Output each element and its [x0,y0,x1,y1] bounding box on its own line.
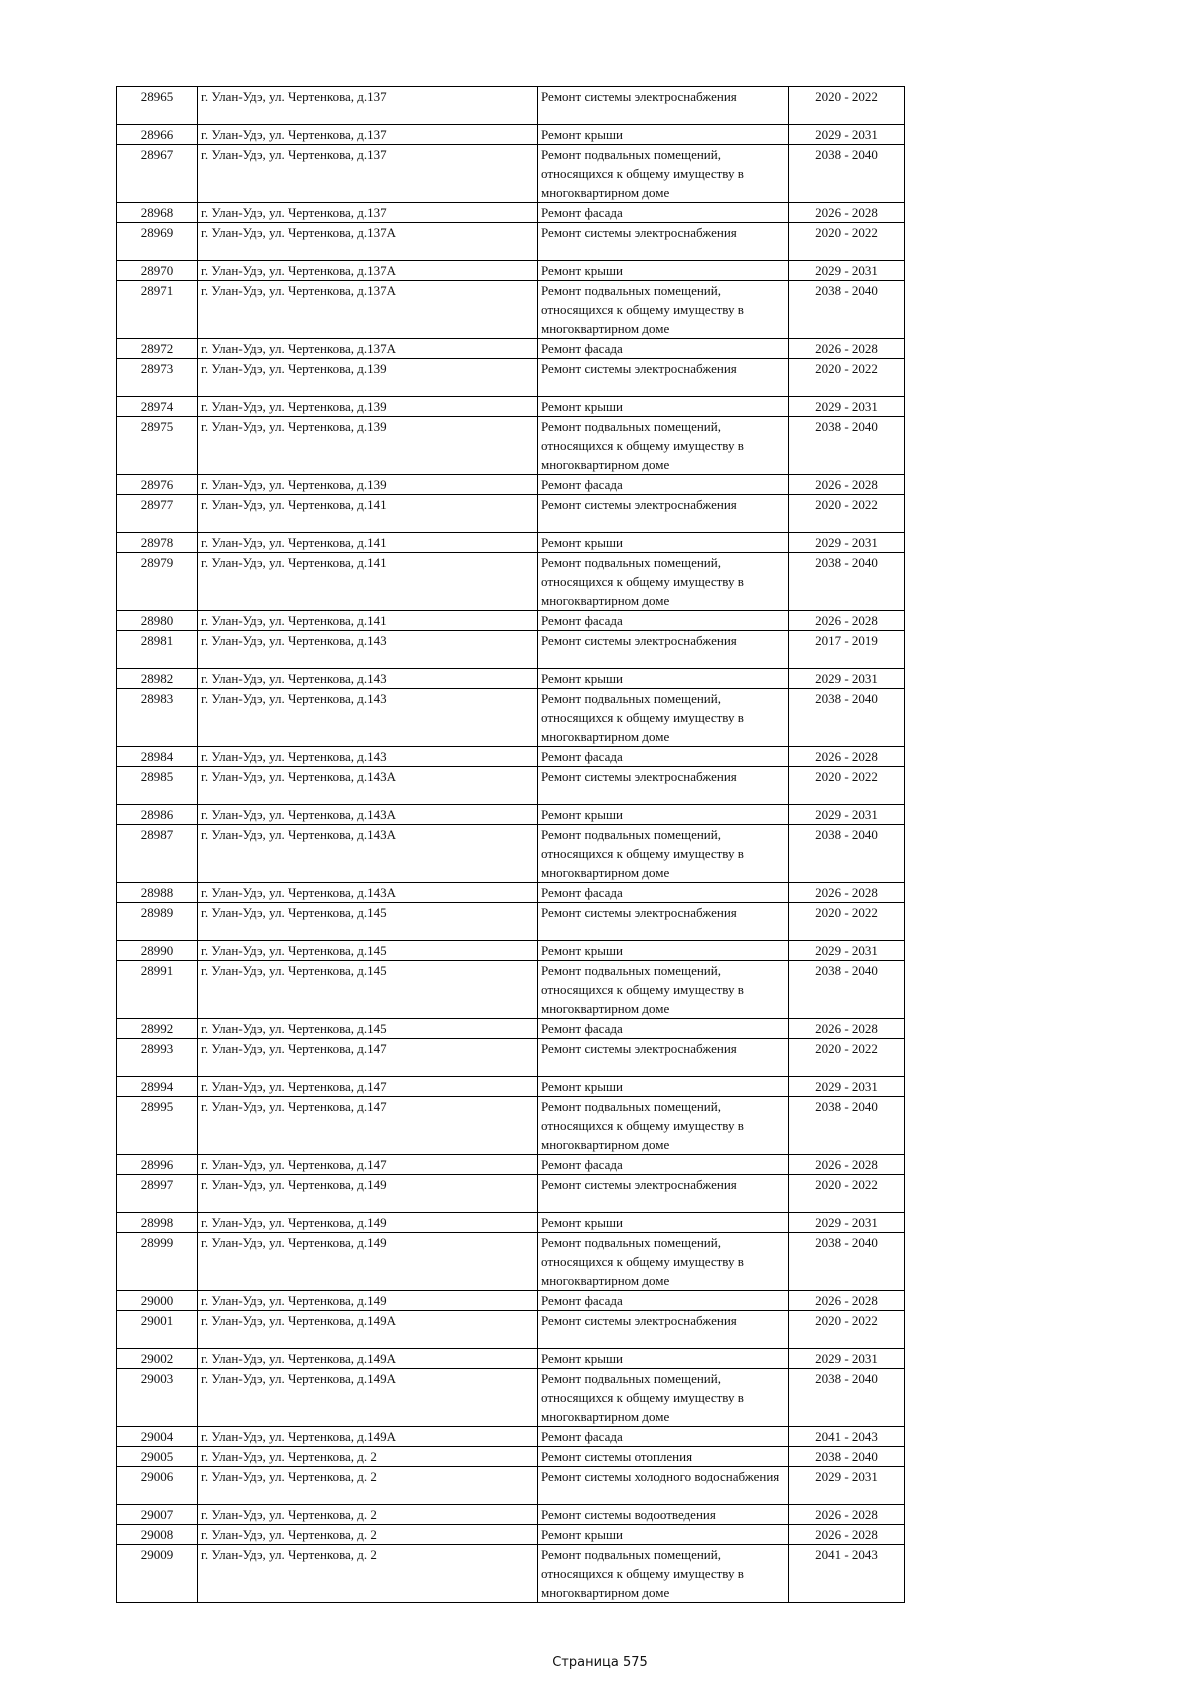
address-cell: г. Улан-Удэ, ул. Чертенкова, д.145 [198,961,538,1019]
page-number: Страница 575 [552,1655,648,1670]
table-row [117,553,905,611]
period-cell: 2020 - 2022 [789,903,905,941]
period-cell: 2029 - 2031 [789,125,905,145]
period-cell: 2029 - 2031 [789,533,905,553]
row-number-cell: 29008 [117,1525,198,1545]
row-number-cell: 28981 [117,631,198,669]
work-type-cell: Ремонт крыши [538,1213,789,1233]
table-row [117,1525,905,1545]
work-type-cell: Ремонт крыши [538,1349,789,1369]
row-number-cell: 29009 [117,1545,198,1603]
table-row [117,1077,905,1097]
work-type-cell: Ремонт крыши [538,261,789,281]
table-row [117,339,905,359]
address-cell: г. Улан-Удэ, ул. Чертенкова, д.147 [198,1097,538,1155]
address-cell: г. Улан-Удэ, ул. Чертенкова, д.141 [198,495,538,533]
address-cell: г. Улан-Удэ, ул. Чертенкова, д.143А [198,883,538,903]
table-row [117,825,905,883]
row-number-cell: 28977 [117,495,198,533]
row-number-cell: 29002 [117,1349,198,1369]
period-cell: 2038 - 2040 [789,825,905,883]
address-cell: г. Улан-Удэ, ул. Чертенкова, д.139 [198,397,538,417]
address-cell: г. Улан-Удэ, ул. Чертенкова, д.149А [198,1349,538,1369]
row-number-cell: 28970 [117,261,198,281]
address-cell: г. Улан-Удэ, ул. Чертенкова, д.137 [198,87,538,125]
address-cell: г. Улан-Удэ, ул. Чертенкова, д.137 [198,125,538,145]
period-cell: 2029 - 2031 [789,1213,905,1233]
row-number-cell: 28971 [117,281,198,339]
work-type-cell: Ремонт системы электроснабжения [538,87,789,125]
address-cell: г. Улан-Удэ, ул. Чертенкова, д.149 [198,1175,538,1213]
period-cell: 2029 - 2031 [789,941,905,961]
address-cell: г. Улан-Удэ, ул. Чертенкова, д.143 [198,747,538,767]
row-number-cell: 28998 [117,1213,198,1233]
work-type-cell: Ремонт системы электроснабжения [538,1311,789,1349]
address-cell: г. Улан-Удэ, ул. Чертенкова, д.143А [198,825,538,883]
period-cell: 2038 - 2040 [789,281,905,339]
row-number-cell: 28973 [117,359,198,397]
work-type-cell: Ремонт системы электроснабжения [538,903,789,941]
address-cell: г. Улан-Удэ, ул. Чертенкова, д.139 [198,475,538,495]
table-row [117,223,905,261]
row-number-cell: 28976 [117,475,198,495]
row-number-cell: 28965 [117,87,198,125]
work-type-cell: Ремонт подвальных помещений, относящихся к общему имуществу в многоквартирном доме [538,145,789,203]
work-type-cell: Ремонт подвальных помещений, относящихся к общему имуществу в многоквартирном доме [538,1233,789,1291]
table-row [117,1291,905,1311]
address-cell: г. Улан-Удэ, ул. Чертенкова, д.147 [198,1077,538,1097]
row-number-cell: 29000 [117,1291,198,1311]
work-type-cell: Ремонт системы отопления [538,1447,789,1467]
work-type-cell: Ремонт подвальных помещений, относящихся к общему имуществу в многоквартирном доме [538,1369,789,1427]
period-cell: 2029 - 2031 [789,1467,905,1505]
work-type-cell: Ремонт фасада [538,1291,789,1311]
address-cell: г. Улан-Удэ, ул. Чертенкова, д.143 [198,669,538,689]
address-cell: г. Улан-Удэ, ул. Чертенкова, д.145 [198,1019,538,1039]
work-type-cell: Ремонт фасада [538,611,789,631]
work-type-cell: Ремонт подвальных помещений, относящихся к общему имуществу в многоквартирном доме [538,1097,789,1155]
table-row [117,669,905,689]
work-type-cell: Ремонт крыши [538,397,789,417]
work-type-cell: Ремонт фасада [538,1155,789,1175]
table-body [117,87,905,1603]
period-cell: 2020 - 2022 [789,223,905,261]
address-cell: г. Улан-Удэ, ул. Чертенкова, д.137 [198,145,538,203]
table-row [117,767,905,805]
table-row [117,281,905,339]
period-cell: 2026 - 2028 [789,1505,905,1525]
work-type-cell: Ремонт фасада [538,883,789,903]
work-type-cell: Ремонт системы электроснабжения [538,495,789,533]
row-number-cell: 28969 [117,223,198,261]
table-row [117,1427,905,1447]
work-type-cell: Ремонт фасада [538,339,789,359]
period-cell: 2029 - 2031 [789,805,905,825]
row-number-cell: 28991 [117,961,198,1019]
work-type-cell: Ремонт подвальных помещений, относящихся к общему имуществу в многоквартирном доме [538,1545,789,1603]
period-cell: 2038 - 2040 [789,689,905,747]
row-number-cell: 28986 [117,805,198,825]
row-number-cell: 28984 [117,747,198,767]
work-type-cell: Ремонт крыши [538,533,789,553]
row-number-cell: 28996 [117,1155,198,1175]
address-cell: г. Улан-Удэ, ул. Чертенкова, д.141 [198,611,538,631]
work-type-cell: Ремонт подвальных помещений, относящихся к общему имуществу в многоквартирном доме [538,553,789,611]
period-cell: 2026 - 2028 [789,1155,905,1175]
address-cell: г. Улан-Удэ, ул. Чертенкова, д.137А [198,281,538,339]
address-cell: г. Улан-Удэ, ул. Чертенкова, д. 2 [198,1525,538,1545]
table-row [117,1447,905,1467]
address-cell: г. Улан-Удэ, ул. Чертенкова, д.149 [198,1233,538,1291]
period-cell: 2026 - 2028 [789,475,905,495]
period-cell: 2029 - 2031 [789,261,905,281]
address-cell: г. Улан-Удэ, ул. Чертенкова, д.139 [198,417,538,475]
row-number-cell: 28966 [117,125,198,145]
address-cell: г. Улан-Удэ, ул. Чертенкова, д.149 [198,1213,538,1233]
address-cell: г. Улан-Удэ, ул. Чертенкова, д.141 [198,553,538,611]
row-number-cell: 28975 [117,417,198,475]
work-type-cell: Ремонт фасада [538,475,789,495]
work-type-cell: Ремонт фасада [538,203,789,223]
row-number-cell: 28993 [117,1039,198,1077]
period-cell: 2038 - 2040 [789,1447,905,1467]
work-type-cell: Ремонт системы электроснабжения [538,631,789,669]
work-type-cell: Ремонт крыши [538,125,789,145]
row-number-cell: 28983 [117,689,198,747]
period-cell: 2026 - 2028 [789,1525,905,1545]
period-cell: 2041 - 2043 [789,1545,905,1603]
row-number-cell: 28982 [117,669,198,689]
table-row [117,689,905,747]
work-type-cell: Ремонт фасада [538,1427,789,1447]
address-cell: г. Улан-Удэ, ул. Чертенкова, д. 2 [198,1545,538,1603]
period-cell: 2026 - 2028 [789,883,905,903]
period-cell: 2038 - 2040 [789,553,905,611]
work-type-cell: Ремонт крыши [538,1077,789,1097]
address-cell: г. Улан-Удэ, ул. Чертенкова, д.143 [198,689,538,747]
table-row [117,397,905,417]
work-type-cell: Ремонт системы электроснабжения [538,359,789,397]
row-number-cell: 28988 [117,883,198,903]
row-number-cell: 28974 [117,397,198,417]
period-cell: 2038 - 2040 [789,961,905,1019]
address-cell: г. Улан-Удэ, ул. Чертенкова, д.149А [198,1369,538,1427]
table-row [117,203,905,223]
address-cell: г. Улан-Удэ, ул. Чертенкова, д.143А [198,805,538,825]
table-row [117,87,905,125]
period-cell: 2020 - 2022 [789,1039,905,1077]
work-type-cell: Ремонт системы электроснабжения [538,223,789,261]
period-cell: 2029 - 2031 [789,1349,905,1369]
address-cell: г. Улан-Удэ, ул. Чертенкова, д.145 [198,903,538,941]
address-cell: г. Улан-Удэ, ул. Чертенкова, д.137 [198,203,538,223]
row-number-cell: 28997 [117,1175,198,1213]
table-row [117,533,905,553]
period-cell: 2026 - 2028 [789,1019,905,1039]
period-cell: 2026 - 2028 [789,339,905,359]
period-cell: 2029 - 2031 [789,669,905,689]
period-cell: 2038 - 2040 [789,145,905,203]
row-number-cell: 28967 [117,145,198,203]
table-row [117,1213,905,1233]
address-cell: г. Улан-Удэ, ул. Чертенкова, д.147 [198,1155,538,1175]
table-row [117,1505,905,1525]
table-row [117,417,905,475]
address-cell: г. Улан-Удэ, ул. Чертенкова, д.149 [198,1291,538,1311]
address-cell: г. Улан-Удэ, ул. Чертенкова, д. 2 [198,1505,538,1525]
table-row [117,805,905,825]
table-row [117,1155,905,1175]
row-number-cell: 28992 [117,1019,198,1039]
work-type-cell: Ремонт крыши [538,1525,789,1545]
table-row [117,903,905,941]
row-number-cell: 28968 [117,203,198,223]
row-number-cell: 29001 [117,1311,198,1349]
address-cell: г. Улан-Удэ, ул. Чертенкова, д. 2 [198,1467,538,1505]
table-row [117,1311,905,1349]
work-type-cell: Ремонт крыши [538,941,789,961]
work-type-cell: Ремонт фасада [538,1019,789,1039]
period-cell: 2038 - 2040 [789,1097,905,1155]
address-cell: г. Улан-Удэ, ул. Чертенкова, д.143 [198,631,538,669]
period-cell: 2020 - 2022 [789,1311,905,1349]
row-number-cell: 28978 [117,533,198,553]
table-row [117,1039,905,1077]
period-cell: 2026 - 2028 [789,203,905,223]
row-number-cell: 28985 [117,767,198,805]
row-number-cell: 28987 [117,825,198,883]
period-cell: 2038 - 2040 [789,1369,905,1427]
work-type-cell: Ремонт крыши [538,805,789,825]
table-row [117,631,905,669]
table-row [117,747,905,767]
period-cell: 2038 - 2040 [789,1233,905,1291]
address-cell: г. Улан-Удэ, ул. Чертенкова, д.149А [198,1427,538,1447]
row-number-cell: 28994 [117,1077,198,1097]
repair-schedule-table [116,86,905,1603]
work-type-cell: Ремонт подвальных помещений, относящихся к общему имуществу в многоквартирном доме [538,961,789,1019]
work-type-cell: Ремонт системы электроснабжения [538,1175,789,1213]
row-number-cell: 29005 [117,1447,198,1467]
period-cell: 2020 - 2022 [789,87,905,125]
period-cell: 2026 - 2028 [789,611,905,631]
address-cell: г. Улан-Удэ, ул. Чертенкова, д.141 [198,533,538,553]
table-row [117,495,905,533]
work-type-cell: Ремонт системы электроснабжения [538,1039,789,1077]
table-row [117,1467,905,1505]
period-cell: 2038 - 2040 [789,417,905,475]
row-number-cell: 28972 [117,339,198,359]
table-row [117,1545,905,1603]
period-cell: 2017 - 2019 [789,631,905,669]
address-cell: г. Улан-Удэ, ул. Чертенкова, д.139 [198,359,538,397]
table-row [117,475,905,495]
address-cell: г. Улан-Удэ, ул. Чертенкова, д. 2 [198,1447,538,1467]
work-type-cell: Ремонт фасада [538,747,789,767]
table-row [117,961,905,1019]
row-number-cell: 28995 [117,1097,198,1155]
table-row [117,1369,905,1427]
period-cell: 2026 - 2028 [789,1291,905,1311]
period-cell: 2029 - 2031 [789,397,905,417]
row-number-cell: 29007 [117,1505,198,1525]
table-row [117,1349,905,1369]
work-type-cell: Ремонт системы электроснабжения [538,767,789,805]
address-cell: г. Улан-Удэ, ул. Чертенкова, д.149А [198,1311,538,1349]
table-row [117,1175,905,1213]
work-type-cell: Ремонт подвальных помещений, относящихся к общему имуществу в многоквартирном доме [538,417,789,475]
table-row [117,145,905,203]
period-cell: 2020 - 2022 [789,495,905,533]
address-cell: г. Улан-Удэ, ул. Чертенкова, д.137А [198,261,538,281]
row-number-cell: 28990 [117,941,198,961]
work-type-cell: Ремонт подвальных помещений, относящихся к общему имуществу в многоквартирном доме [538,825,789,883]
table-row [117,1019,905,1039]
work-type-cell: Ремонт системы водоотведения [538,1505,789,1525]
address-cell: г. Улан-Удэ, ул. Чертенкова, д.137А [198,223,538,261]
table-row [117,611,905,631]
row-number-cell: 28980 [117,611,198,631]
table-row [117,1233,905,1291]
address-cell: г. Улан-Удэ, ул. Чертенкова, д.143А [198,767,538,805]
table-row [117,261,905,281]
table-row [117,359,905,397]
row-number-cell: 28989 [117,903,198,941]
address-cell: г. Улан-Удэ, ул. Чертенкова, д.137А [198,339,538,359]
table-row [117,941,905,961]
table-row [117,1097,905,1155]
address-cell: г. Улан-Удэ, ул. Чертенкова, д.147 [198,1039,538,1077]
table-row [117,125,905,145]
period-cell: 2029 - 2031 [789,1077,905,1097]
period-cell: 2020 - 2022 [789,767,905,805]
work-type-cell: Ремонт подвальных помещений, относящихся к общему имуществу в многоквартирном доме [538,281,789,339]
row-number-cell: 29004 [117,1427,198,1447]
period-cell: 2020 - 2022 [789,359,905,397]
period-cell: 2026 - 2028 [789,747,905,767]
address-cell: г. Улан-Удэ, ул. Чертенкова, д.145 [198,941,538,961]
table-row [117,883,905,903]
work-type-cell: Ремонт системы холодного водоснабжения [538,1467,789,1505]
period-cell: 2041 - 2043 [789,1427,905,1447]
row-number-cell: 28999 [117,1233,198,1291]
row-number-cell: 28979 [117,553,198,611]
work-type-cell: Ремонт крыши [538,669,789,689]
row-number-cell: 29006 [117,1467,198,1505]
row-number-cell: 29003 [117,1369,198,1427]
period-cell: 2020 - 2022 [789,1175,905,1213]
work-type-cell: Ремонт подвальных помещений, относящихся к общему имуществу в многоквартирном доме [538,689,789,747]
